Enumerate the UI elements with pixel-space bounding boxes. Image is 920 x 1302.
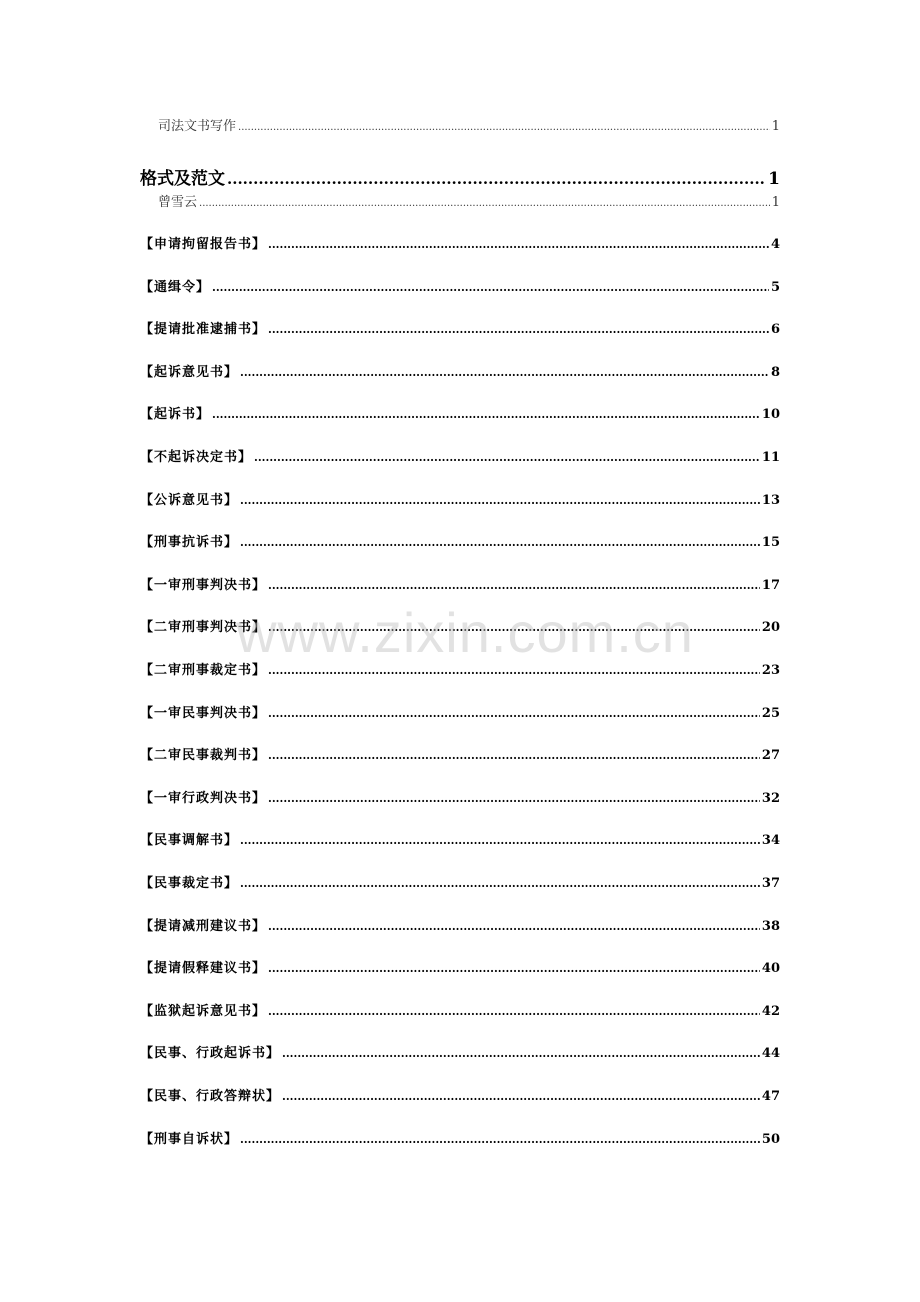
toc-entry-label: 【通缉令】 xyxy=(140,279,211,295)
toc-entry-label: 司法文书写作 xyxy=(158,119,237,134)
toc-leader-dots xyxy=(268,578,760,593)
toc-entry[interactable] xyxy=(140,489,780,508)
toc-entry-label: 【提请批准逮捕书】 xyxy=(140,322,267,338)
toc-leader-dots xyxy=(240,1132,760,1147)
toc-entry-geshi-fanwen[interactable] xyxy=(140,164,780,189)
toc-entry-author[interactable] xyxy=(158,191,780,210)
toc-leader-dots xyxy=(212,407,760,422)
toc-entry-page: 25 xyxy=(761,705,780,721)
toc-entry[interactable] xyxy=(140,787,780,806)
toc-entry-label: 【申请拘留报告书】 xyxy=(140,237,267,252)
toc-leader-dots xyxy=(212,280,769,295)
toc-entry[interactable] xyxy=(140,829,780,848)
toc-entry[interactable] xyxy=(140,915,780,934)
toc-entry[interactable] xyxy=(140,957,780,976)
toc-leader-dots xyxy=(282,1046,760,1061)
toc-entry[interactable] xyxy=(140,276,780,295)
watermark: www.zixin.com.cn xyxy=(236,601,694,664)
toc-entry-page: 20 xyxy=(761,620,780,636)
toc-entry-page: 17 xyxy=(761,577,780,593)
toc-entry-page: 23 xyxy=(761,663,780,678)
toc-entry[interactable] xyxy=(140,1000,780,1019)
toc-entry-page: 1 xyxy=(771,195,780,210)
toc-entry-label: 格式及范文 xyxy=(140,169,225,189)
toc-leader-dots xyxy=(240,535,760,550)
toc-entry[interactable] xyxy=(140,446,780,465)
toc-leader-dots xyxy=(254,450,760,465)
toc-leader-dots xyxy=(268,961,760,976)
toc-entry-page: 11 xyxy=(761,450,780,465)
toc-entry-page: 44 xyxy=(761,1046,780,1062)
toc-entry[interactable] xyxy=(140,233,780,252)
toc-leader-dots xyxy=(282,1089,760,1104)
toc-entry-page: 34 xyxy=(761,833,780,849)
toc-entry-label: 【监狱起诉意见书】 xyxy=(140,1003,267,1019)
toc-entry[interactable] xyxy=(140,1128,780,1147)
toc-entry-label: 【不起诉决定书】 xyxy=(140,450,253,465)
toc-entry[interactable] xyxy=(140,574,780,593)
toc-entry-label: 【一审民事判决书】 xyxy=(140,705,267,721)
toc-entry-page: 32 xyxy=(761,790,780,806)
toc-entry-page: 15 xyxy=(761,535,780,551)
toc-entry-page: 8 xyxy=(770,364,780,380)
toc-entry[interactable] xyxy=(140,872,780,891)
toc-leader-dots xyxy=(268,322,769,337)
toc-entry[interactable] xyxy=(140,702,780,721)
toc-entry-sifa-wenshu[interactable] xyxy=(158,115,780,134)
toc-entry-label: 曾雪云 xyxy=(158,195,198,210)
toc-entry-label: 【一审刑事判决书】 xyxy=(140,577,267,593)
toc-leader-dots xyxy=(199,195,770,210)
toc-entry-label: 【一审行政判决书】 xyxy=(140,790,267,806)
toc-leader-dots xyxy=(240,876,760,891)
toc-entry-page: 40 xyxy=(761,961,780,977)
toc-entry-label: 【起诉意见书】 xyxy=(140,364,239,380)
toc-leader-dots xyxy=(227,169,766,189)
toc-entry-page: 47 xyxy=(761,1089,780,1104)
toc-entry[interactable] xyxy=(140,659,780,678)
toc-entry-label: 【提请假释建议书】 xyxy=(140,961,267,977)
toc-entry[interactable] xyxy=(140,616,780,635)
toc-leader-dots xyxy=(268,748,760,763)
toc-entry-page: 1 xyxy=(768,169,780,189)
toc-entry-label: 【民事、行政答辩状】 xyxy=(140,1089,281,1104)
toc-leader-dots xyxy=(240,493,760,508)
toc-entry-label: 【民事裁定书】 xyxy=(140,876,239,891)
toc-leader-dots xyxy=(268,919,760,934)
toc-entry-label: 【民事、行政起诉书】 xyxy=(140,1046,281,1062)
toc-entry[interactable] xyxy=(140,361,780,380)
toc-entry-label: 【刑事抗诉书】 xyxy=(140,535,239,551)
toc-entry-label: 【二审民事裁判书】 xyxy=(140,748,267,764)
toc-entry-label: 【二审刑事裁定书】 xyxy=(140,663,267,678)
toc-entry-label: 【公诉意见书】 xyxy=(140,492,239,508)
toc-entry-page: 6 xyxy=(770,322,780,338)
toc-entry-page: 37 xyxy=(761,876,780,891)
toc-entry-label: 【二审刑事判决书】 xyxy=(140,620,267,636)
toc-entry-page: 38 xyxy=(761,918,780,934)
toc-entry-label: 【民事调解书】 xyxy=(140,833,239,849)
toc-entry[interactable] xyxy=(140,1042,780,1061)
toc-entry[interactable] xyxy=(140,318,780,337)
toc-entry-page: 5 xyxy=(770,279,780,295)
toc-entry-page: 13 xyxy=(761,492,780,508)
toc-leader-dots xyxy=(268,237,769,252)
toc-entry-page: 10 xyxy=(761,407,780,423)
toc-entry[interactable] xyxy=(140,744,780,763)
toc-entry-label: 【提请减刑建议书】 xyxy=(140,918,267,934)
toc-entry-label: 【刑事自诉状】 xyxy=(140,1131,239,1147)
toc-leader-dots xyxy=(240,365,769,380)
toc-entry[interactable] xyxy=(140,1085,780,1104)
toc-entry-page: 42 xyxy=(761,1003,780,1019)
toc-entry-page: 1 xyxy=(771,119,780,134)
toc-entry-label: 【起诉书】 xyxy=(140,407,211,423)
toc-leader-dots xyxy=(238,119,770,134)
toc-entry[interactable] xyxy=(140,403,780,422)
toc-leader-dots xyxy=(268,663,760,678)
toc-leader-dots xyxy=(268,791,760,806)
toc-leader-dots xyxy=(268,1004,760,1019)
toc-entry[interactable] xyxy=(140,531,780,550)
toc-leader-dots xyxy=(268,706,760,721)
toc-entry-page: 50 xyxy=(761,1131,780,1147)
toc-entry-page: 27 xyxy=(761,748,780,764)
toc-entry-page: 4 xyxy=(770,237,780,252)
toc-leader-dots xyxy=(268,620,760,635)
toc-leader-dots xyxy=(240,833,760,848)
